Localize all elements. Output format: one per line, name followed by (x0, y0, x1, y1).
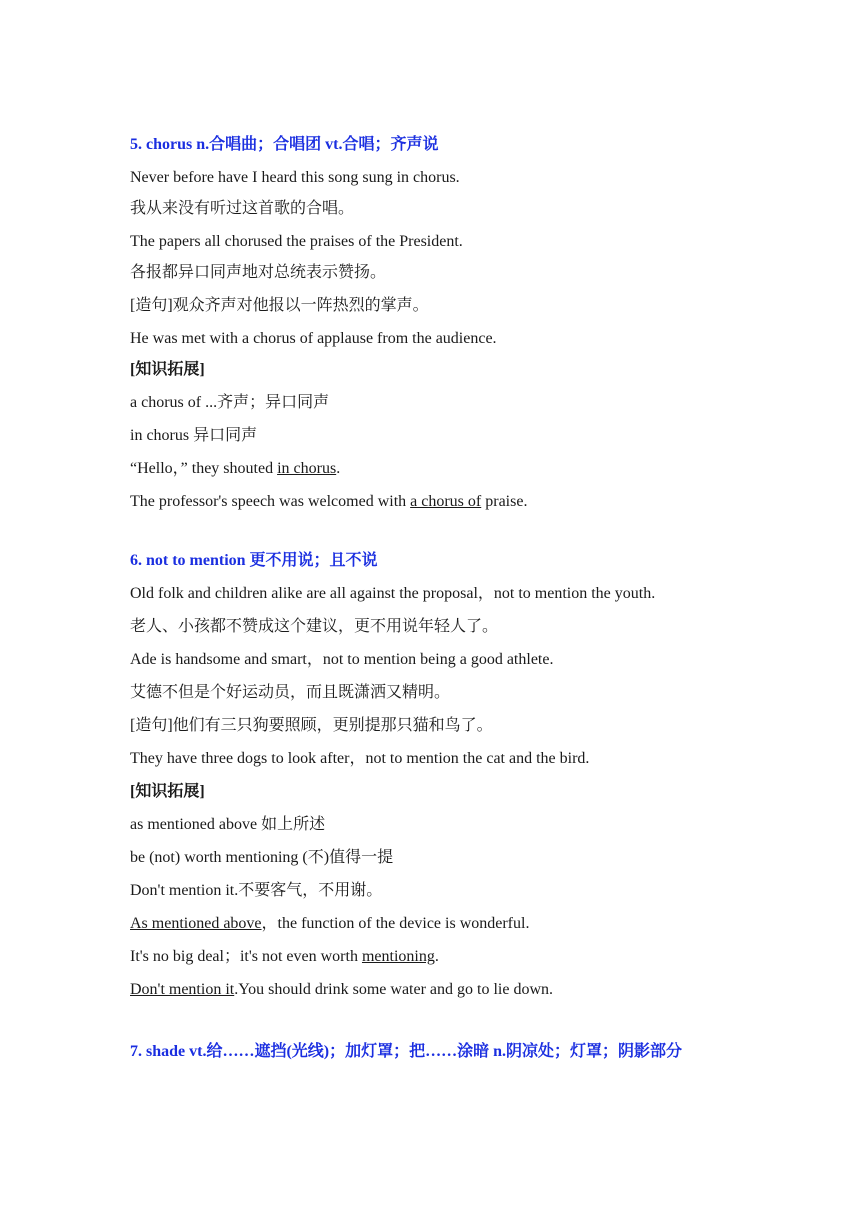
example-zh: 老人、小孩都不赞成这个建议，更不用说年轻人了。 (130, 618, 499, 635)
extension-item: a chorus of ...齐声；异口同声 (130, 394, 330, 411)
text-span: . (434, 948, 439, 965)
text-span: . (336, 460, 341, 477)
extension-example (130, 976, 740, 1004)
section-heading-chorus: 5. chorus n.合唱曲；合唱团 vt.合唱；齐声说 (130, 136, 439, 153)
extension-example (130, 943, 740, 971)
knowledge-extension-label: [知识拓展] (130, 783, 205, 800)
make-sentence-answer: They have three dogs to look after，not to mention the cat and the bird. (130, 750, 590, 767)
make-sentence-prompt: [造句]观众齐声对他报以一阵热烈的掌声。 (130, 297, 429, 314)
text-span: It's no big deal；it's not even worth (130, 948, 362, 965)
underlined-phrase: Don't mention it (130, 981, 235, 998)
section-gap (130, 1009, 740, 1035)
underlined-phrase: mentioning (361, 948, 435, 965)
extension-example (130, 455, 740, 483)
extension-example (130, 488, 740, 516)
example-zh: 艾德不但是个好运动员，而且既潇洒又精明。 (130, 684, 451, 701)
underlined-phrase: a chorus of (410, 493, 482, 510)
example-zh: 我从来没有听过这首歌的合唱。 (130, 200, 355, 217)
text-span: .You should drink some water and go to lie down. (234, 981, 554, 998)
make-sentence-prompt: [造句]他们有三只狗要照顾，更别提那只猫和鸟了。 (130, 717, 493, 734)
extension-item: in chorus 异口同声 (130, 427, 258, 444)
underlined-phrase: in chorus (277, 460, 337, 477)
text-span: “Hello，” they shouted (130, 460, 278, 477)
document-content (130, 131, 740, 1074)
example-en: Ade is handsome and smart，not to mention being a good athlete. (130, 651, 554, 668)
extension-example (130, 910, 740, 938)
extension-item: be (not) worth mentioning (不)值得一提 (130, 849, 394, 866)
text-span: ，the function of the device is wonderful. (261, 915, 530, 932)
section-heading-shade: 7. shade vt.给……遮挡(光线)；加灯罩；把……涂暗 n.阴凉处；灯罩；阴影部分 (130, 1043, 683, 1060)
text-span: praise. (481, 493, 528, 510)
text-span: The professor's speech was welcomed with (130, 493, 411, 510)
section-heading-not-to-mention: 6. not to mention 更不用说；且不说 (130, 552, 378, 569)
extension-item: as mentioned above 如上所述 (130, 816, 326, 833)
make-sentence-answer: He was met with a chorus of applause from the audience. (130, 330, 497, 347)
section-gap (130, 521, 740, 547)
extension-item: Don't mention it.不要客气，不用谢。 (130, 882, 383, 899)
example-en: The papers all chorused the praises of the President. (130, 233, 463, 250)
example-zh: 各报都异口同声地对总统表示赞扬。 (130, 264, 387, 281)
example-en: Never before have I heard this song sung in chorus. (130, 169, 460, 186)
knowledge-extension-label: [知识拓展] (130, 361, 205, 378)
underlined-phrase: As mentioned above (130, 915, 262, 932)
example-en: Old folk and children alike are all against the proposal，not to mention the youth. (130, 585, 656, 602)
